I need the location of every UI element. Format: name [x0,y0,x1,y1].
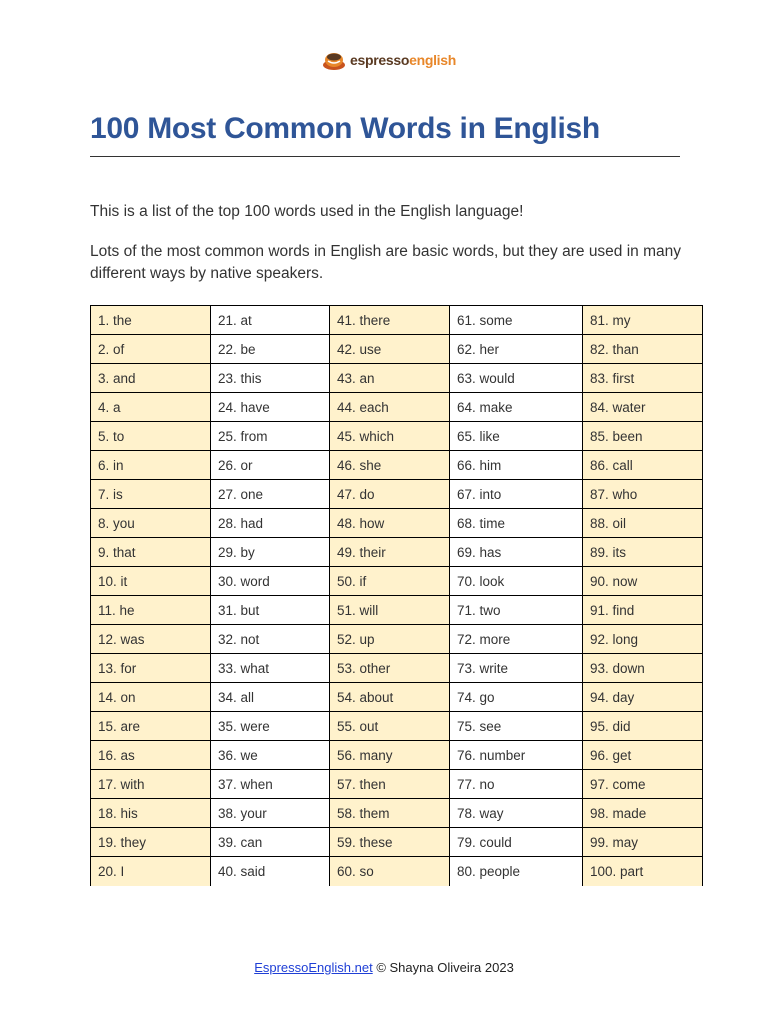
table-row [91,625,703,654]
page-footer [0,960,768,975]
table-row [91,567,703,596]
word-cell: 2. of [91,335,211,364]
word-cell: 7. is [91,480,211,509]
word-cell: 58. them [330,799,450,828]
word-cell: 31. but [211,596,330,625]
table-row [91,712,703,741]
word-cell: 43. an [330,364,450,393]
word-cell: 36. we [211,741,330,770]
word-cell: 57. then [330,770,450,799]
word-cell: 5. to [91,422,211,451]
word-cell: 66. him [450,451,583,480]
word-cell: 1. the [91,306,211,335]
word-cell: 45. which [330,422,450,451]
logo-wordmark: espressoenglish [350,52,457,68]
word-cell: 62. her [450,335,583,364]
word-cell: 93. down [583,654,703,683]
word-cell: 61. some [450,306,583,335]
word-cell: 84. water [583,393,703,422]
word-cell: 83. first [583,364,703,393]
word-cell: 55. out [330,712,450,741]
word-cell: 92. long [583,625,703,654]
word-cell: 63. would [450,364,583,393]
word-cell: 25. from [211,422,330,451]
word-cell: 60. so [330,857,450,886]
table-row [91,509,703,538]
word-cell: 24. have [211,393,330,422]
word-cell: 69. has [450,538,583,567]
word-cell: 38. your [211,799,330,828]
word-cell: 34. all [211,683,330,712]
intro-paragraph-2: Lots of the most common words in English are basic words, but they are used in many different ways by native speakers. [90,243,682,282]
word-cell: 67. into [450,480,583,509]
espresso-english-logo [322,46,456,74]
table-row [91,538,703,567]
word-cell: 52. up [330,625,450,654]
word-cell: 81. my [583,306,703,335]
word-cell: 79. could [450,828,583,857]
word-cell: 44. each [330,393,450,422]
word-cell: 11. he [91,596,211,625]
word-cell: 12. was [91,625,211,654]
word-cell: 41. there [330,306,450,335]
page-title: 100 Most Common Words in English [90,112,600,145]
word-cell: 50. if [330,567,450,596]
word-cell: 8. you [91,509,211,538]
word-cell: 10. it [91,567,211,596]
table-row [91,799,703,828]
word-cell: 33. what [211,654,330,683]
word-cell: 16. as [91,741,211,770]
word-cell: 40. said [211,857,330,886]
table-row [91,335,703,364]
word-cell: 82. than [583,335,703,364]
copyright-text: © Shayna Oliveira 2023 [372,960,514,975]
word-cell: 6. in [91,451,211,480]
word-cell: 53. other [330,654,450,683]
word-cell: 99. may [583,828,703,857]
espressoenglish-link[interactable]: EspressoEnglish.net [254,960,373,975]
intro-paragraph-1: This is a list of the top 100 words used in the English language! [90,203,524,220]
word-cell: 64. make [450,393,583,422]
word-cell: 29. by [211,538,330,567]
word-cell: 88. oil [583,509,703,538]
common-words-table [90,305,703,886]
word-cell: 35. were [211,712,330,741]
table-row [91,828,703,857]
word-cell: 46. she [330,451,450,480]
word-cell: 56. many [330,741,450,770]
word-cell: 9. that [91,538,211,567]
word-cell: 85. been [583,422,703,451]
word-cell: 51. will [330,596,450,625]
table-row [91,306,703,335]
word-cell: 14. on [91,683,211,712]
word-cell: 71. two [450,596,583,625]
word-cell: 72. more [450,625,583,654]
word-cell: 37. when [211,770,330,799]
word-cell: 21. at [211,306,330,335]
word-cell: 15. are [91,712,211,741]
word-cell: 39. can [211,828,330,857]
table-row [91,480,703,509]
word-cell: 80. people [450,857,583,886]
word-cell: 54. about [330,683,450,712]
word-cell: 73. write [450,654,583,683]
word-cell: 77. no [450,770,583,799]
title-underline [90,156,680,157]
word-cell: 18. his [91,799,211,828]
word-cell: 27. one [211,480,330,509]
table-row [91,596,703,625]
word-cell: 78. way [450,799,583,828]
word-cell: 26. or [211,451,330,480]
word-cell: 76. number [450,741,583,770]
word-cell: 97. come [583,770,703,799]
word-cell: 74. go [450,683,583,712]
table-row [91,393,703,422]
table-row [91,422,703,451]
table-row [91,741,703,770]
word-cell: 30. word [211,567,330,596]
word-cell: 86. call [583,451,703,480]
word-cell: 42. use [330,335,450,364]
coffee-cup-icon [322,49,346,71]
word-cell: 65. like [450,422,583,451]
word-cell: 87. who [583,480,703,509]
word-cell: 96. get [583,741,703,770]
word-cell: 90. now [583,567,703,596]
word-cell: 20. I [91,857,211,886]
word-cell: 89. its [583,538,703,567]
word-cell: 70. look [450,567,583,596]
word-cell: 13. for [91,654,211,683]
word-cell: 94. day [583,683,703,712]
word-cell: 47. do [330,480,450,509]
word-cell: 19. they [91,828,211,857]
word-cell: 23. this [211,364,330,393]
word-cell: 100. part [583,857,703,886]
word-cell: 95. did [583,712,703,741]
word-cell: 22. be [211,335,330,364]
table-row [91,451,703,480]
table-row [91,654,703,683]
word-cell: 28. had [211,509,330,538]
table-row [91,857,703,886]
word-cell: 3. and [91,364,211,393]
table-row [91,770,703,799]
word-cell: 17. with [91,770,211,799]
table-row [91,683,703,712]
word-cell: 49. their [330,538,450,567]
word-cell: 59. these [330,828,450,857]
word-cell: 32. not [211,625,330,654]
word-cell: 91. find [583,596,703,625]
table-row [91,364,703,393]
word-cell: 4. a [91,393,211,422]
word-cell: 68. time [450,509,583,538]
word-cell: 75. see [450,712,583,741]
word-cell: 48. how [330,509,450,538]
word-cell: 98. made [583,799,703,828]
